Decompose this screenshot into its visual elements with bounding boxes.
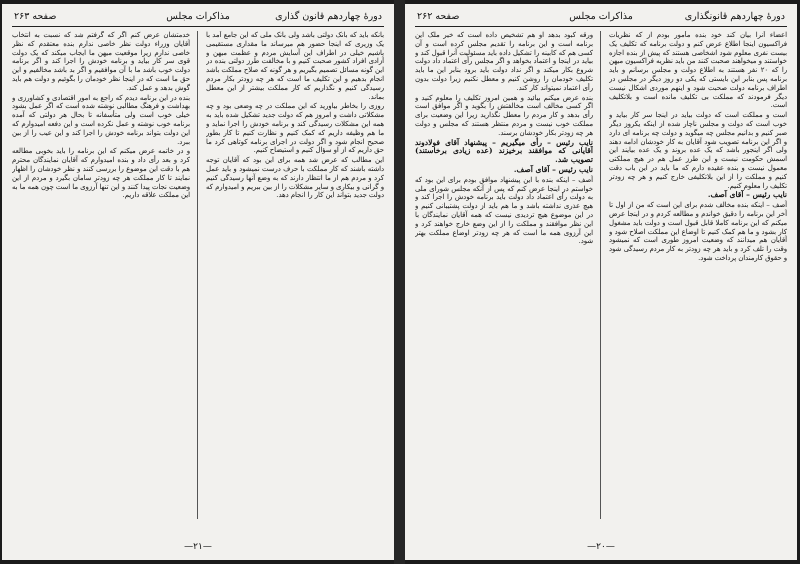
paragraph: خدمتشان عرض کنم اگر که گرفتم شد که نسبت به انتخاب آقایان وزراء دولت نظر خاصی ندارم بنده معتقدم که نظر خاصی ندارم زیرا موقعیت میهن ما ایجاب میکند که یک دولت قوی سر کار بیاید و برنامه خودش را اجرا کند و اگر برنامه دولت خوب باشد ما با آن موافقیم و اگر بد باشد مخالفیم و این حق ما است که در اینجا نظر خودمان را بگوئیم و دولت هم باید گوش بدهد و عمل کند. (12, 31, 190, 92)
header-rule (12, 26, 384, 27)
page-footer-number: —۲۰— (587, 542, 615, 552)
paragraph: بانکه باید که بانک دولتی باشد ولی بانک ملی که این جامع آمد با یک وزیری که اینجا حضور هم میرساند ما مقداری مستقیمی باشیم خیلی در اطراف این آسایش مردم و عظمت میهن و آزادی افراد کشور صحبت کنیم و با مخالفت طرز دولتی بنده در این گونه مسائل تصمیم بگیریم و هر گونه که صلاح مملکت باشد انجام بدهیم و این تکلیف ما است که هر چه زودتر بکار مردم رسیدگی کنیم و نگذاریم که کار مملکت بیشتر از این معطل بماند. (206, 31, 384, 101)
paragraph: بنده عرض میکنم بیائید و همین امروز تکلیف را معلوم کنید و اگر کسی مخالف است مخالفتش را بگوید و اگر موافق است رأی بدهد و کار مردم را معطل نگذارید زیرا این وضعیت برای مملکت خوب نیست و مردم منتظر هستند که مجلس و دولت هر چه زودتر بکار خودشان برسند. (415, 93, 593, 137)
text-column-right (206, 31, 384, 519)
header-rule (415, 26, 787, 27)
text-column-right (609, 31, 787, 519)
paragraph: روزی را بخاطر بیاورید که این مملکت در چه وضعی بود و چه مشکلاتی داشت و امروز هم که دولت جدید تشکیل شده باید به همه این مشکلات رسیدگی کند و برنامه خودش را اجرا نماید و ما هم وظیفه داریم که کمک کنیم و نظارت کنیم تا کار بطور صحیح انجام شود و اگر دولت در اجرای برنامه کوتاهی کرد ما حق داریم که از او سؤال کنیم و استیضاح کنیم. (206, 102, 384, 155)
publication-title: مذاکرات مجلس (166, 11, 230, 22)
paragraph: و در خاتمه عرض میکنم که این برنامه را باید بخوبی مطالعه کرد و بعد رأی داد و بنده امیدوارم که آقایان نمایندگان محترم هم با دقت این موضوع را بررسی کنند و نظر خودشان را اظهار نمایند تا کار مملکت هر چه زودتر سامان بگیرد و مردم از این وضعیت نجات پیدا کنند و این تنها آرزوی ما است چون همه ما به این مملکت علاقه داریم. (12, 147, 190, 200)
paragraph: آصف – اینکه بنده با این پیشنهاد موافق بودم برای این بود که خواستم در اینجا عرض کنم که پس از آنکه مجلس شورای ملی به دولت رأی اعتماد داد دولت باید برنامه خودش را اجرا کند و هیچ عذری نداشته باشد و ما هم باید از دولت پشتیبانی کنیم و در این موضوع هیچ تردیدی نیست که همه آقایان نمایندگان با این نظر موافقند و مملکت را از این وضع خارج خواهند کرد و این آرزوی همه ما است که هر چه زودتر اوضاع مملکت بهتر شود. (415, 175, 593, 246)
speaker-line: نایب رئیس – رأی میگیریم – پیشنهاد آقای فولادوند آقایانی که موافقند برخیزند (عده زیادی برخاستند) تصویب شد. (415, 137, 593, 165)
column-divider (197, 31, 198, 519)
page-header (14, 10, 382, 24)
text-column-left (12, 31, 190, 519)
page-header (417, 10, 785, 24)
session-title: دورهٔ چهاردهم قانونگذاری (684, 11, 785, 22)
speaker-line: نایب رئیس – آقای آصف. (513, 164, 593, 174)
page-footer-number: —۲۱— (184, 542, 212, 552)
paragraph: آصف – اینکه بنده مخالف شدم برای این است که من از اول تا آخر این برنامه را دقیق خواندم و مطالعه کردم و در اینجا عرض میکنم که این برنامه کاملا قابل قبول است و دولت باید مشغول کار بشود و ما هم کمک کنیم تا اوضاع این مملکت اصلاح شود و آقایان هم میدانند که وضعیت امروز طوری است که نمیشود وقت را تلف کرد و باید هر چه زودتر به کار مردم رسیدگی شود و حقوق کارمندان پرداخت شود. (609, 201, 787, 262)
paragraph: این مطالب که عرض شد همه برای این بود که آقایان توجه داشته باشند که کار مملکت با حرف درست نمیشود و باید عمل کرد و مردم هم از ما انتظار دارند که به وضع آنها رسیدگی کنیم و گرانی و بیکاری و سایر مشکلات را از بین ببریم و امیدوارم که دولت جدید بتواند این کار را انجام دهد. (206, 156, 384, 200)
page-number-label: صفحه ۲۶۳ (14, 11, 57, 22)
speaker-line: نایب رئیس – آقای آصف. (707, 190, 787, 200)
column-divider (600, 31, 601, 519)
paragraph: ورقه کبود بدهد او هم تشخیص داده است که خیر ملک این برنامه است و این برنامه را تقدیم مجلس کرده است و آن کسی هم که کابینه را تشکیل داده باید مسئولیت آنرا قبول کند و بیاید در اینجا و اعتماد بخواهد و اگر مجلس رأی اعتماد داد دولت شروع بکار میکند و اگر نداد دولت باید برود بنابر این ما باید تکلیف خودمان را روشن کنیم و معطل نکنیم زیرا دولت بدون رأی اعتماد نمیتواند کار کند. (415, 31, 593, 92)
text-column-left (415, 31, 593, 519)
session-title: دورهٔ چهاردهم قانون گذاری (275, 11, 382, 22)
left-page (2, 4, 394, 560)
paragraph: بنده در این برنامه دیدم که راجع به امور اقتصادی و کشاورزی و بهداشت و فرهنگ مطالبی نوشته شده است که اگر عمل بشود خیلی خوب است ولی متأسفانه تا بحال هر دولتی که آمده برنامه خوب نوشته و عمل نکرده است و این دفعه امیدوارم که این دولت بتواند برنامه خودش را اجرا کند و این عیب را از بین ببرد. (12, 93, 190, 146)
publication-title: مذاکرات مجلس (569, 11, 633, 22)
paragraph: است و مملکت است که دولت بیاید در اینجا سر کار بیاید و خوب است که دولت و مجلس ناچار شده از اینکه یکروز دیگر صبر کنیم و بدانیم مجلس چه میگوید و دولت چه برنامه ای دارد و اگر این برنامه تصویب شود آقایان به کار خودشان ادامه دهند ولی اگر اینجور باشد که یک عده بروند و یک عده بیایند این اسمش حکومت نیست و این طرز عمل هم در هیچ مملکتی معمول نیست و بنده عقیده دارم که ما باید در این باب دقت کنیم و مملکت را از این بلاتکلیفی خارج کنیم و هر چه زودتر تکلیف را معلوم کنیم. (609, 111, 787, 190)
book-gutter (394, 0, 405, 564)
paragraph: اعضاء آنرا بیان کند خود بنده مأمور بودم از که نظریات فراکسیون اینجا اطلاع عرض کنم و دولت برنامه که تکلیف یک بیست نفری معلوم شود اشخاصی هستند که پیش از بنده اجازه خواستند و میخواهند صحبت کنند من باید نظریه فراکسیون میهن را که ۲۰ نفر هستند به اطلاع دولت و مجلس برسانم و باید برنامه پس بنابر این بایستی که یکی دو روز دیگر در مجلس در اطراف برنامه دولت صحبت شود و اینهم موردی اشکال نیست دیگر فرمودند که مملکت بی تکلیف مانده است و بلاتکلیف است. (609, 31, 787, 110)
page-number-label: صفحه ۲۶۲ (417, 11, 460, 22)
right-page (405, 4, 797, 560)
